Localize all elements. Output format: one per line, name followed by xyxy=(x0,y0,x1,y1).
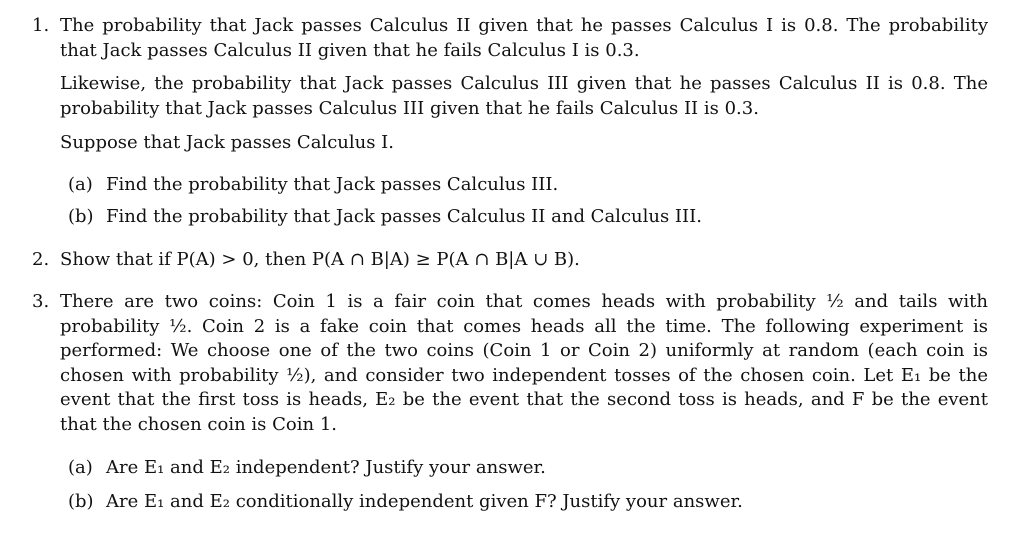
problem-2-number: 2. xyxy=(32,249,50,270)
part-text: Are E₁ and E₂ independent? Justify your answer. xyxy=(106,457,546,478)
part-text: Are E₁ and E₂ conditionally independent given F? Justify your answer. xyxy=(106,491,743,512)
problem-1-paragraph-3: Suppose that Jack passes Calculus I. xyxy=(60,132,395,153)
part-label: (b) xyxy=(68,491,94,512)
part-label: (b) xyxy=(68,206,94,227)
problem-3-part-a xyxy=(68,456,546,481)
problem-1-paragraph-2: Likewise, the probability that Jack passes Calculus III given that he passes Calculus II is 0.8. The probability that Jack passes Calculus III given that he fails Calculus II is 0.3. xyxy=(60,73,988,119)
problem-3-paragraph-1: There are two coins: Coin 1 is a fair coin that comes heads with probability ½ and tails with probability ½. Coin 2 is a fake coin that comes heads all the time. The following experiment is performed: We choose one of the two coins (Coin 1 or Coin 2) uniformly at random (each coin is chosen with probability ½), and consider two independent tosses of the chosen coin. Let E₁ be the event that the first toss is heads, E₂ be the event that the second toss is heads, and F be the event that the chosen coin is Coin 1. xyxy=(60,291,988,435)
part-label: (a) xyxy=(68,457,93,478)
part-label: (a) xyxy=(68,174,93,195)
problem-1-part-a xyxy=(68,173,558,198)
problem-2-paragraph-1: Show that if P(A) > 0, then P(A ∩ B|A) ≥ P(A ∩ B|A ∪ B). xyxy=(60,249,580,270)
problem-3-number: 3. xyxy=(32,291,50,312)
part-text: Find the probability that Jack passes Calculus III. xyxy=(106,174,559,195)
part-text: Find the probability that Jack passes Calculus II and Calculus III. xyxy=(106,206,702,227)
problem-3-part-b xyxy=(68,490,743,515)
problem-1-number: 1. xyxy=(32,15,50,36)
problem-1-paragraph-1: The probability that Jack passes Calculus II given that he passes Calculus I is 0.8. The probability that Jack passes Calculus II given that he fails Calculus I is 0.3. xyxy=(60,15,988,61)
problem-1-part-b xyxy=(68,205,702,230)
